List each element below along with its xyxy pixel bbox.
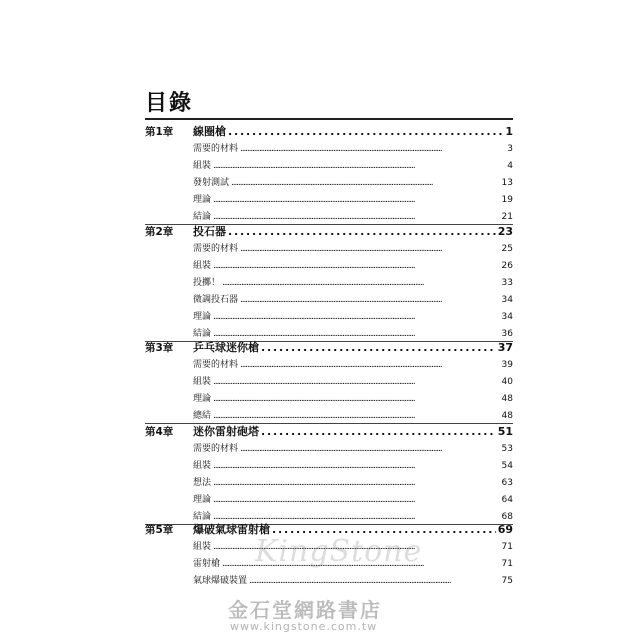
- section-page: 19: [501, 195, 513, 205]
- section-title: 結論: [193, 512, 212, 522]
- section-entry[interactable]: [193, 292, 513, 305]
- section-entry[interactable]: [193, 391, 513, 404]
- chapter-label: 第4章: [145, 426, 174, 438]
- section-entry[interactable]: [193, 326, 513, 339]
- dot-leader: [240, 244, 500, 254]
- chapter-label: 第1章: [145, 126, 174, 138]
- section-title: 結論: [193, 329, 212, 339]
- dot-leader: [261, 341, 496, 354]
- dot-leader: [213, 161, 505, 171]
- section-entry[interactable]: [193, 158, 513, 171]
- chapter-label: 第5章: [145, 524, 174, 536]
- section-title: 發射測試: [193, 178, 230, 188]
- section-title: 想法: [193, 478, 212, 488]
- chapter-page: 1: [505, 125, 513, 138]
- section-page: 53: [501, 444, 513, 454]
- section-title: 組裝: [193, 542, 212, 552]
- section-entry[interactable]: [193, 441, 513, 454]
- page-title: 目錄: [145, 91, 194, 116]
- section-entry[interactable]: [193, 475, 513, 488]
- section-page: 71: [501, 542, 513, 552]
- section-page: 39: [501, 360, 513, 370]
- section-page: 21: [501, 212, 513, 222]
- chapter-entry[interactable]: [193, 223, 513, 239]
- dot-leader: [213, 495, 500, 505]
- dot-leader: [213, 212, 500, 222]
- title-rule: [145, 118, 513, 120]
- section-title: 組裝: [193, 461, 212, 471]
- section-title: 組裝: [193, 161, 212, 171]
- dot-leader: [228, 125, 503, 138]
- section-entry[interactable]: [193, 374, 513, 387]
- dot-leader: [240, 144, 505, 154]
- section-page: 54: [501, 461, 513, 471]
- section-title: 氣球爆破裝置: [193, 576, 248, 586]
- section-page: 63: [501, 478, 513, 488]
- section-title: 需要的材料: [193, 360, 239, 370]
- chapter-page: 37: [497, 341, 513, 354]
- dot-leader: [261, 425, 496, 438]
- dot-leader: [240, 444, 500, 454]
- dot-leader: [213, 329, 500, 339]
- section-entry[interactable]: [193, 357, 513, 370]
- dot-leader: [213, 195, 500, 205]
- section-title: 需要的材料: [193, 444, 239, 454]
- section-page: 33: [501, 278, 513, 288]
- section-entry[interactable]: [193, 492, 513, 505]
- chapter-title: 迷你雷射砲塔: [193, 425, 259, 438]
- dot-leader: [240, 360, 500, 370]
- section-title: 理論: [193, 394, 212, 404]
- section-entry[interactable]: [193, 458, 513, 471]
- chapter-entry[interactable]: [193, 339, 513, 355]
- dot-leader: [213, 261, 500, 271]
- chapter-title: 線圈槍: [193, 125, 226, 138]
- chapter-entry[interactable]: [193, 123, 513, 139]
- section-page: 48: [501, 394, 513, 404]
- section-page: 64: [501, 495, 513, 505]
- section-title: 總結: [193, 411, 212, 421]
- dot-leader: [213, 394, 500, 404]
- section-title: 需要的材料: [193, 144, 239, 154]
- dot-leader: [228, 225, 496, 238]
- section-title: 理論: [193, 495, 212, 505]
- section-title: 結論: [193, 212, 212, 222]
- section-page: 40: [501, 377, 513, 387]
- section-title: 組裝: [193, 377, 212, 387]
- chapter-entry[interactable]: [193, 423, 513, 439]
- section-entry[interactable]: [193, 141, 513, 154]
- dot-leader: [249, 576, 500, 586]
- dot-leader: [240, 295, 500, 305]
- dot-leader: [213, 377, 500, 387]
- section-page: 71: [501, 559, 513, 569]
- section-title: 微調投石器: [193, 295, 239, 305]
- chapter-title: 投石器: [193, 225, 226, 238]
- section-page: 25: [501, 244, 513, 254]
- section-title: 理論: [193, 195, 212, 205]
- section-page: 75: [501, 576, 513, 586]
- section-entry[interactable]: [193, 209, 513, 222]
- section-entry[interactable]: [193, 275, 513, 288]
- section-page: 68: [501, 512, 513, 522]
- chapter-page: 51: [497, 425, 513, 438]
- section-entry[interactable]: [193, 408, 513, 421]
- watermark-url: www.kingstone.com.tw: [230, 620, 378, 633]
- section-entry[interactable]: [193, 241, 513, 254]
- section-page: 34: [501, 295, 513, 305]
- dot-leader: [213, 478, 500, 488]
- section-title: 組裝: [193, 261, 212, 271]
- section-page: 26: [501, 261, 513, 271]
- chapter-title: 乒乓球迷你槍: [193, 341, 259, 354]
- chapter-title: 爆破氣球雷射槍: [193, 523, 270, 536]
- watermark-logo: KingStone: [255, 534, 423, 569]
- section-title: 理論: [193, 312, 212, 322]
- watermark-name: 金石堂網路書店: [228, 598, 382, 622]
- section-entry[interactable]: [193, 573, 513, 586]
- section-page: 13: [501, 178, 513, 188]
- chapter-label: 第2章: [145, 226, 174, 238]
- section-title: 投擲！: [193, 278, 221, 288]
- chapter-page: 69: [497, 523, 513, 536]
- dot-leader: [222, 278, 500, 288]
- section-entry[interactable]: [193, 258, 513, 271]
- section-page: 36: [501, 329, 513, 339]
- section-page: 34: [501, 312, 513, 322]
- section-page: 48: [501, 411, 513, 421]
- section-title: 雷射槍: [193, 559, 221, 569]
- section-page: 4: [507, 161, 513, 171]
- dot-leader: [213, 411, 500, 421]
- dot-leader: [213, 461, 500, 471]
- section-title: 需要的材料: [193, 244, 239, 254]
- section-page: 3: [507, 144, 513, 154]
- chapter-label: 第3章: [145, 342, 174, 354]
- section-entry[interactable]: [193, 175, 513, 188]
- dot-leader: [213, 312, 500, 322]
- section-entry[interactable]: [193, 192, 513, 205]
- chapter-page: 23: [497, 225, 513, 238]
- dot-leader: [231, 178, 500, 188]
- section-entry[interactable]: [193, 309, 513, 322]
